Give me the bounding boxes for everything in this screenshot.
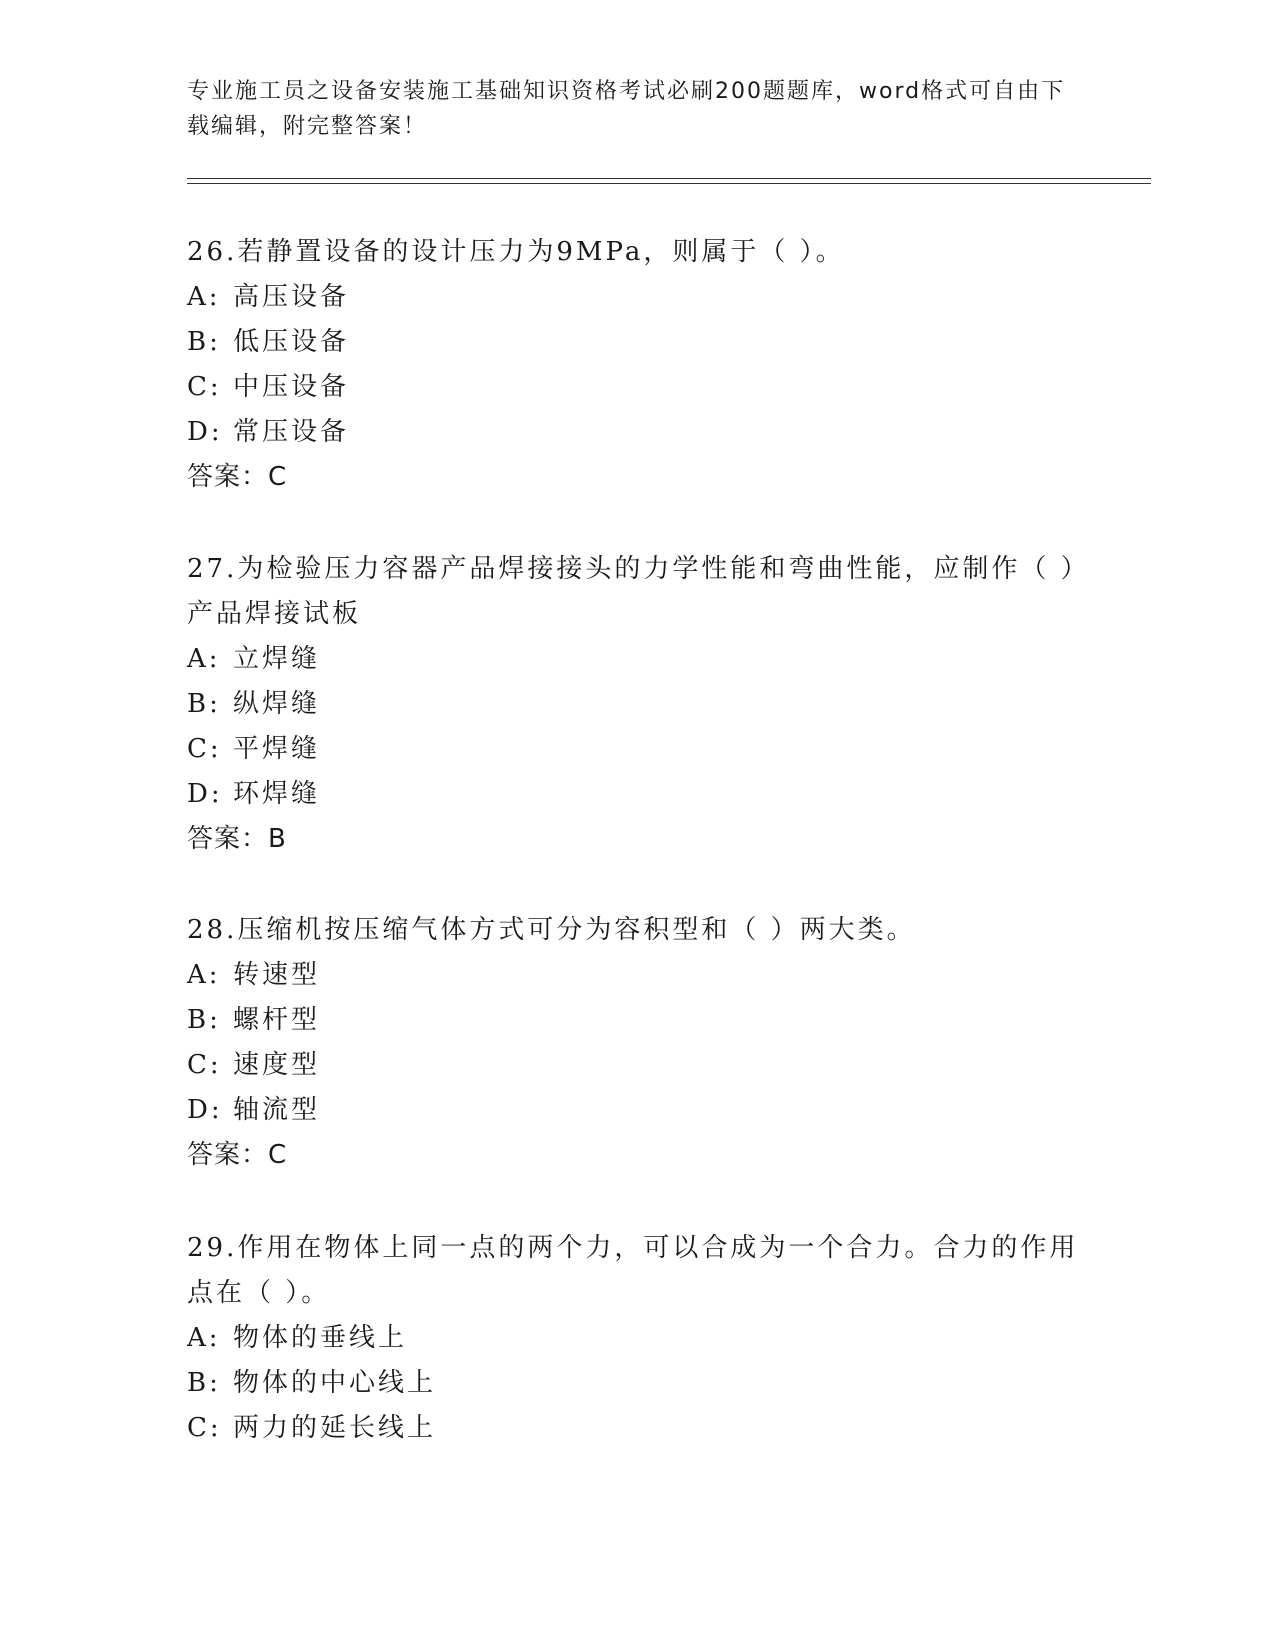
option-a [187, 1316, 1087, 1361]
option-d [187, 1088, 1087, 1133]
option-text: 螺杆型 [233, 1005, 321, 1035]
option-c [187, 1406, 1087, 1451]
option-b [187, 320, 1087, 365]
option-key: C: [187, 734, 222, 764]
option-text: 物体的中心线上 [233, 1368, 437, 1398]
option-key: B: [187, 1368, 221, 1398]
header-divider-top [187, 178, 1151, 179]
option-a [187, 275, 1087, 320]
option-text: 两力的延长线上 [233, 1413, 437, 1443]
header-divider-bottom [187, 183, 1151, 184]
option-text: 常压设备 [233, 417, 350, 447]
question-26 [187, 230, 1087, 500]
question-28 [187, 908, 1087, 1178]
option-key: C: [187, 1050, 222, 1080]
option-key: B: [187, 1005, 221, 1035]
option-text: 纵焊缝 [233, 689, 321, 719]
option-text: 轴流型 [233, 1095, 321, 1125]
option-key: A: [187, 282, 221, 312]
answer: 答案：C [187, 462, 288, 492]
option-text: 环焊缝 [233, 779, 321, 809]
option-text: 物体的垂线上 [233, 1323, 408, 1353]
option-c [187, 365, 1087, 410]
option-a [187, 953, 1087, 998]
option-key: D: [187, 1095, 223, 1125]
option-c [187, 1043, 1087, 1088]
option-b [187, 1361, 1087, 1406]
option-key: D: [187, 417, 223, 447]
question-29 [187, 1226, 1087, 1451]
question-stem: 27.为检验压力容器产品焊接接头的力学性能和弯曲性能，应制作（ ）产品焊接试板 [187, 554, 1077, 629]
option-key: C: [187, 1413, 222, 1443]
option-b [187, 998, 1087, 1043]
option-text: 速度型 [233, 1050, 321, 1080]
option-key: A: [187, 644, 221, 674]
option-text: 平焊缝 [233, 734, 321, 764]
answer: 答案：B [187, 824, 287, 854]
option-text: 立焊缝 [233, 644, 321, 674]
option-b [187, 682, 1087, 727]
option-c [187, 727, 1087, 772]
option-text: 高压设备 [233, 282, 350, 312]
answer: 答案：C [187, 1140, 288, 1170]
question-stem: 26.若静置设备的设计压力为9MPa，则属于（ ）。 [187, 237, 845, 267]
question-stem: 29.作用在物体上同一点的两个力，可以合成为一个合力。合力的作用点在（ ）。 [187, 1233, 1079, 1308]
option-key: D: [187, 779, 223, 809]
option-key: A: [187, 960, 221, 990]
option-d [187, 772, 1087, 817]
option-text: 中压设备 [233, 372, 350, 402]
option-key: B: [187, 327, 221, 357]
question-27 [187, 547, 1087, 862]
option-a [187, 637, 1087, 682]
option-key: A: [187, 1323, 221, 1353]
option-text: 转速型 [233, 960, 321, 990]
document-header: 专业施工员之设备安装施工基础知识资格考试必刷200题题库，word格式可自由下载编辑，附完整答案！ [187, 79, 1066, 139]
option-key: C: [187, 372, 222, 402]
option-d [187, 410, 1087, 455]
question-stem: 28.压缩机按压缩气体方式可分为容积型和（ ）两大类。 [187, 915, 916, 945]
option-key: B: [187, 689, 221, 719]
option-text: 低压设备 [233, 327, 350, 357]
